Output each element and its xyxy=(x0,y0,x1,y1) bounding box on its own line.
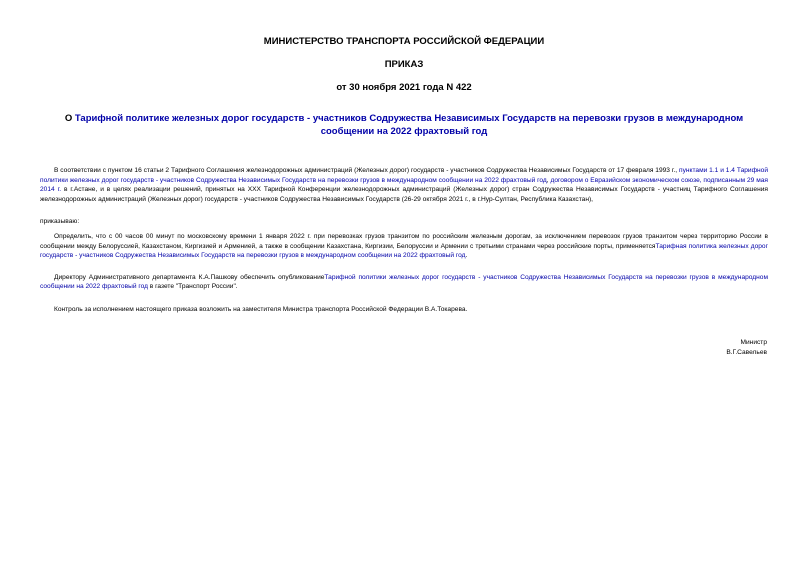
document-title xyxy=(40,113,768,138)
title-prefix: О xyxy=(64,113,75,124)
para3-text-1: Директору Административного департамента К.А.Пашкову обеспечить опубликование xyxy=(54,273,325,281)
para1-text-3: в г.Астане, и в целях реализации решений, принятых на XXX Тарифной Конференции железнодорожных администраций (Железных дорог) стран Содружества Независимых Государств - участниц Тарифного Соглашения железнодорожных администраций (Железных дорог) государств - участников Содружества Независимых Государств (26-29 октября 2021 г., в г.Нур-Султан, Республика Казахстан), xyxy=(40,186,768,203)
order-word: приказываю: xyxy=(40,218,80,226)
paragraph-basis xyxy=(40,166,768,204)
paragraph-determine xyxy=(40,232,768,261)
para2-link-tariff-policy[interactable]: Тарифная политика железных дорог государств - участников Содружества Независимых Государств на перевозки грузов в международном сообщении на 2022 фрахтовый год xyxy=(40,242,769,260)
ministry-heading: МИНИСТЕРСТВО ТРАНСПОРТА РОССИЙСКОЙ ФЕДЕРАЦИИ xyxy=(263,36,545,47)
para3-text-2: в газете "Транспорт России". xyxy=(147,283,238,291)
para1-text-2: , xyxy=(546,176,551,184)
signature-block xyxy=(726,338,767,357)
document-type-heading: ПРИКАЗ xyxy=(384,59,424,70)
para2-text-1: Определить, что с 00 часов 00 минут по московскому времени 1 января 2022 г. при перевозках грузов транзитом по российским железным дорогам, за исключением перевозок грузов транзитом через территорию России в сообщении между Белоруссией, Казахстаном, Киргизией и Арменией, а также в сообщении Казахстана, Киргизии, Белоруссии и Армении с третьими странами через российские порты, применяется xyxy=(40,232,768,250)
para2-text-2: . xyxy=(465,252,468,260)
paragraph-control: Контроль за исполнением настоящего приказа возложить на заместителя Министра транспорта Российской Федерации В.А.Токарева. xyxy=(54,305,468,313)
paragraph-publish xyxy=(40,273,768,292)
para1-link-eaeu-treaty[interactable]: договором о Евразийском экономическом союзе, подписанным 29 мая 2014 г. xyxy=(40,176,768,194)
para1-text-1: В соответствии с пунктом 16 статьи 2 Тарифного Соглашения железнодорожных администраций (Железных дорог) государств - участников Содружества Независимых Государств от 17 февраля 1993 г., xyxy=(54,167,679,174)
signature-name: В.Г.Савельев xyxy=(726,348,767,356)
signature-position: Министр xyxy=(740,339,767,346)
date-number-heading: от 30 ноября 2021 года N 422 xyxy=(336,82,472,93)
para1-link-tariff-policy[interactable]: пунктами 1.1 и 1.4 Тарифной политики железных дорог государств - участников Содружества Независимых Государств на перевозки грузов в международном сообщении на 2022 фрахтовый год xyxy=(40,167,769,184)
title-link[interactable]: Тарифной политике железных дорог государств - участников Содружества Независимых Государств на перевозки грузов в международном сообщении на 2022 фрахтовый год xyxy=(74,113,744,137)
para3-link-tariff-policy[interactable]: Тарифной политики железных дорог государств - участников Содружества Независимых Государств на перевозки грузов в международном сообщении на 2022 фрахтовый год xyxy=(40,273,768,291)
document-page xyxy=(40,30,768,315)
